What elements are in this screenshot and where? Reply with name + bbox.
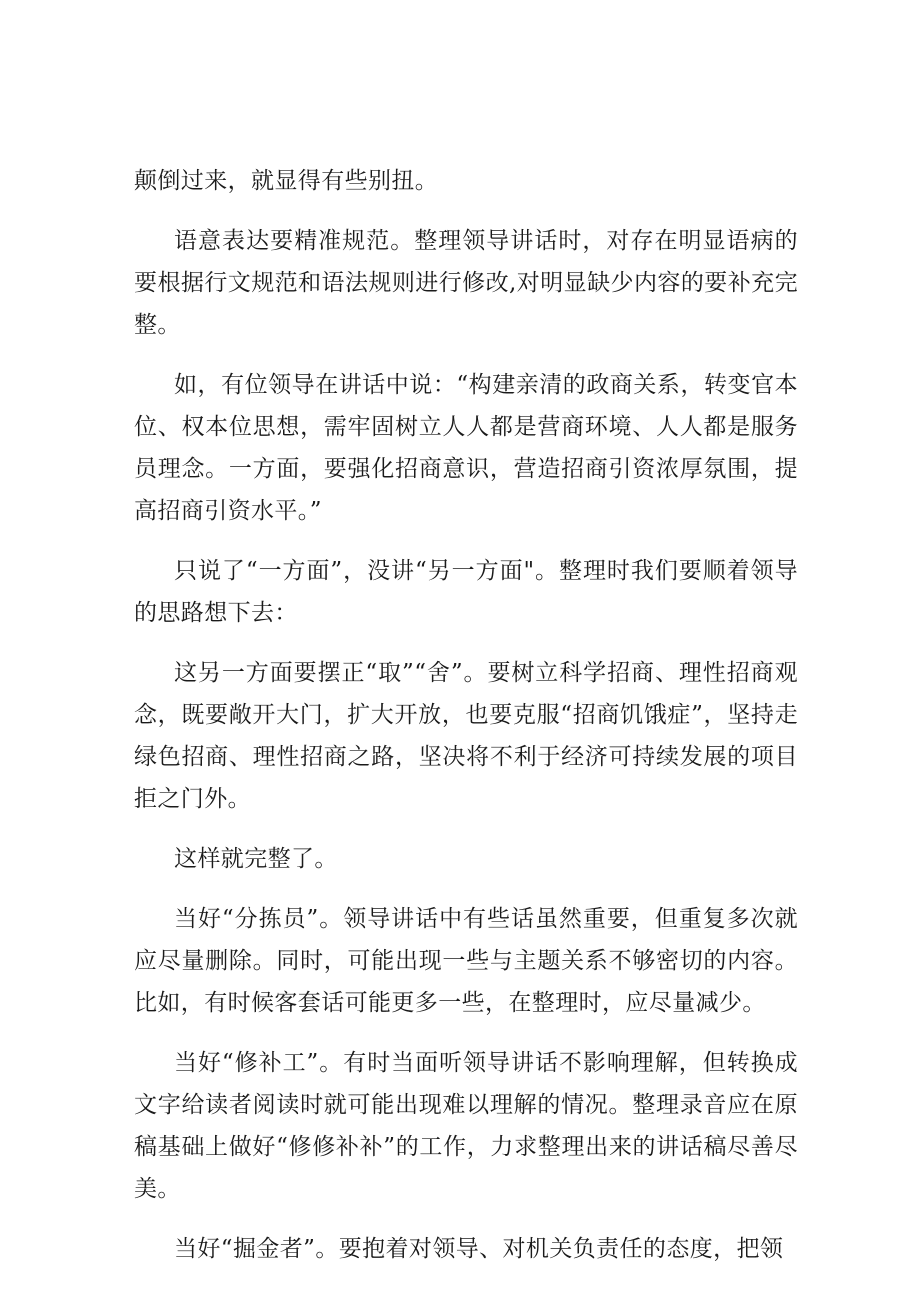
paragraph-2: 语意表达要精准规范。整理领导讲话时，对存在明显语病的要根据行文规范和语法规则进行修改,对明显缺少内容的要补充完整。 [134, 228, 798, 338]
paragraph-4: 只说了“一方面”，没讲“另一方面"。整理时我们要顺着领导的思路想下去： [134, 558, 798, 626]
paragraph-9: 当好“掘金者”。要抱着对领导、对机关负责任的态度，把领 [174, 1236, 784, 1262]
paragraph-7: 当好“分拣员”。领导讲话中有些话虽然重要，但重复多次就应尽量删除。同时，可能出现一些与主题关系不够密切的内容。比如，有时候客套话可能更多一些，在整理时，应尽量减少。 [134, 906, 798, 1016]
document-body [134, 160, 798, 1288]
paragraph-8: 当好“修补工”。有时当面听领导讲话不影响理解，但转换成文字给读者阅读时就可能出现难以理解的情况。整理录音应在原稿基础上做好“修修补补”的工作，力求整理出来的讲话稿尽善尽美。 [134, 1050, 798, 1202]
paragraph-5: 这另一方面要摆正“取”“舍”。要树立科学招商、理性招商观念，既要敞开大门，扩大开放，也要克服“招商饥饿症”，坚持走绿色招商、理性招商之路，坚决将不利于经济可持续发展的项目拒之门外。 [134, 660, 798, 812]
paragraph-3: 如，有位领导在讲话中说：“构建亲清的政商关系，转变官本位、权本位思想，需牢固树立人人都是营商环境、人人都是服务员理念。一方面，要强化招商意识，营造招商引资浓厚氛围，提高招商引资水平。” [134, 372, 798, 524]
paragraph-6: 这样就完整了。 [174, 846, 338, 872]
paragraph-1: 颠倒过来，就显得有些别扭。 [134, 168, 439, 194]
